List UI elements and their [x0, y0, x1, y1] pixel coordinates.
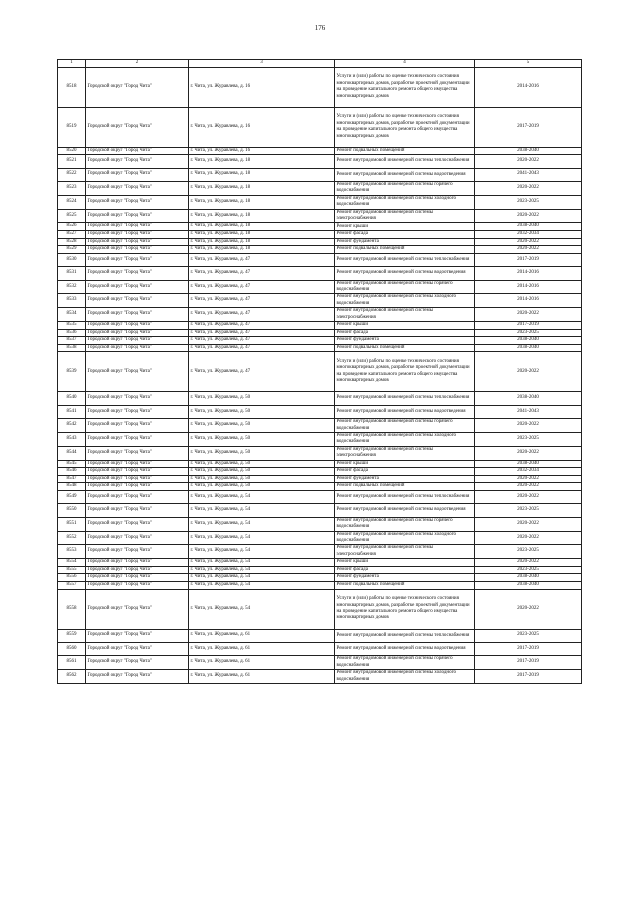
work-type-cell: Ремонт внутридомовой инженерной системы теплоснабжения — [335, 490, 475, 503]
row-number-cell: 8544 — [58, 446, 86, 460]
municipality-cell: Городской округ "Город Чита" — [86, 517, 189, 531]
municipality-cell: Городской округ "Город Чита" — [86, 209, 189, 223]
work-type-cell: Ремонт внутридомовой инженерной системы теплоснабжения — [335, 629, 475, 642]
address-cell: г. Чита, ул. Журавлева, д. 61 — [189, 629, 335, 642]
work-type-cell: Ремонт внутридомовой инженерной системы холодного водоснабжения — [335, 195, 475, 209]
address-cell: г. Чита, ул. Журавлева, д. 47 — [189, 337, 335, 345]
work-type-cell: Ремонт внутридомовой инженерной системы холодного водоснабжения — [335, 432, 475, 446]
column-header: 4 — [335, 60, 475, 68]
table-row — [58, 504, 582, 517]
row-number-cell: 8541 — [58, 405, 86, 418]
address-cell: г. Чита, ул. Журавлева, д. 50 — [189, 483, 335, 491]
municipality-cell: Городской округ "Город Чита" — [86, 483, 189, 491]
table-row — [58, 107, 582, 147]
municipality-cell: Городской округ "Город Чита" — [86, 67, 189, 107]
address-cell: г. Чита, ул. Журавлева, д. 47 — [189, 322, 335, 330]
address-cell: г. Чита, ул. Журавлева, д. 18 — [189, 195, 335, 209]
row-number-cell: 8561 — [58, 656, 86, 670]
address-cell: г. Чита, ул. Журавлева, д. 47 — [189, 344, 335, 352]
period-cell: 2023-2025 — [475, 432, 582, 446]
work-type-cell: Ремонт внутридомовой инженерной системы горячего водоснабжения — [335, 280, 475, 294]
table-row — [58, 168, 582, 181]
work-type-cell: Ремонт внутридомовой инженерной системы горячего водоснабжения — [335, 656, 475, 670]
period-cell: 2038-2040 — [475, 460, 582, 468]
period-cell: 2014-2016 — [475, 267, 582, 280]
work-type-cell: Услуги и (или) работы по оценке технического состояния многоквартирных домов, разработке проектной документации на проведение капитального ремонта общего имущества многоквартирных домов — [335, 67, 475, 107]
municipality-cell: Городской округ "Город Чита" — [86, 460, 189, 468]
address-cell: г. Чита, ул. Журавлева, д. 16 — [189, 67, 335, 107]
row-number-cell: 8538 — [58, 344, 86, 352]
municipality-cell: Городской округ "Город Чита" — [86, 223, 189, 231]
row-number-cell: 8528 — [58, 238, 86, 246]
municipality-cell: Городской округ "Город Чита" — [86, 147, 189, 155]
municipality-cell: Городской округ "Город Чита" — [86, 322, 189, 330]
row-number-cell: 8552 — [58, 531, 86, 545]
column-header: 5 — [475, 60, 582, 68]
municipality-cell: Городской округ "Город Чита" — [86, 392, 189, 405]
work-type-cell: Ремонт внутридомовой инженерной системы теплоснабжения — [335, 253, 475, 266]
work-type-cell: Ремонт крыши — [335, 559, 475, 567]
address-cell: г. Чита, ул. Журавлева, д. 50 — [189, 468, 335, 476]
period-cell: 2023-2025 — [475, 195, 582, 209]
row-number-cell: 8521 — [58, 155, 86, 168]
table-body — [58, 67, 582, 683]
work-type-cell: Ремонт внутридомовой инженерной системы водоотведения — [335, 405, 475, 418]
period-cell: 2017-2019 — [475, 656, 582, 670]
address-cell: г. Чита, ул. Журавлева, д. 54 — [189, 574, 335, 582]
municipality-cell: Городской округ "Город Чита" — [86, 531, 189, 545]
municipality-cell: Городской округ "Город Чита" — [86, 246, 189, 254]
municipality-cell: Городской округ "Город Чита" — [86, 181, 189, 195]
table-row — [58, 147, 582, 155]
period-cell: 2038-2040 — [475, 337, 582, 345]
period-cell: 2020-2022 — [475, 475, 582, 483]
period-cell: 2020-2022 — [475, 238, 582, 246]
row-number-cell: 8537 — [58, 337, 86, 345]
work-type-cell: Ремонт внутридомовой инженерной системы электроснабжения — [335, 446, 475, 460]
row-number-cell: 8518 — [58, 67, 86, 107]
work-type-cell: Ремонт внутридомовой инженерной системы водоотведения — [335, 504, 475, 517]
table-row — [58, 181, 582, 195]
work-type-cell: Ремонт фасада — [335, 468, 475, 476]
address-cell: г. Чита, ул. Журавлева, д. 50 — [189, 419, 335, 433]
municipality-cell: Городской округ "Город Чита" — [86, 267, 189, 280]
work-type-cell: Ремонт фундамента — [335, 574, 475, 582]
row-number-cell: 8540 — [58, 392, 86, 405]
work-type-cell: Услуги и (или) работы по оценке технического состояния многоквартирных домов, разработке проектной документации на проведение капитального ремонта общего имущества многоквартирных домов — [335, 107, 475, 147]
table-row — [58, 656, 582, 670]
period-cell: 2020-2022 — [475, 181, 582, 195]
row-number-cell: 8534 — [58, 308, 86, 322]
municipality-cell: Городской округ "Город Чита" — [86, 475, 189, 483]
municipality-cell: Городской округ "Город Чита" — [86, 574, 189, 582]
municipality-cell: Городской округ "Город Чита" — [86, 253, 189, 266]
table-row — [58, 405, 582, 418]
table-row — [58, 468, 582, 476]
period-cell: 2038-2040 — [475, 223, 582, 231]
table-row — [58, 209, 582, 223]
work-type-cell: Ремонт фундамента — [335, 337, 475, 345]
row-number-cell: 8560 — [58, 642, 86, 655]
municipality-cell: Городской округ "Город Чита" — [86, 308, 189, 322]
table-row — [58, 460, 582, 468]
table-row — [58, 392, 582, 405]
row-number-cell: 8533 — [58, 294, 86, 308]
address-cell: г. Чита, ул. Журавлева, д. 47 — [189, 280, 335, 294]
row-number-cell: 8549 — [58, 490, 86, 503]
work-type-cell: Ремонт внутридомовой инженерной системы холодного водоснабжения — [335, 670, 475, 684]
row-number-cell: 8548 — [58, 483, 86, 491]
work-type-cell: Ремонт внутридомовой инженерной системы теплоснабжения — [335, 155, 475, 168]
work-type-cell: Ремонт подвальных помещений — [335, 344, 475, 352]
address-cell: г. Чита, ул. Журавлева, д. 47 — [189, 267, 335, 280]
table-row — [58, 223, 582, 231]
period-cell: 2020-2022 — [475, 352, 582, 392]
address-cell: г. Чита, ул. Журавлева, д. 54 — [189, 490, 335, 503]
table-row — [58, 195, 582, 209]
table-row — [58, 267, 582, 280]
municipality-cell: Городской округ "Город Чита" — [86, 670, 189, 684]
table-row — [58, 329, 582, 337]
table-row — [58, 490, 582, 503]
work-type-cell: Ремонт фундамента — [335, 475, 475, 483]
period-cell: 2020-2022 — [475, 490, 582, 503]
table-row — [58, 344, 582, 352]
table-row — [58, 531, 582, 545]
table-row — [58, 574, 582, 582]
row-number-cell: 8551 — [58, 517, 86, 531]
period-cell: 2023-2025 — [475, 629, 582, 642]
period-cell: 2041-2043 — [475, 168, 582, 181]
municipality-cell: Городской округ "Город Чита" — [86, 629, 189, 642]
work-type-cell: Ремонт внутридомовой инженерной системы горячего водоснабжения — [335, 517, 475, 531]
address-cell: г. Чита, ул. Журавлева, д. 47 — [189, 294, 335, 308]
municipality-cell: Городской округ "Город Чита" — [86, 107, 189, 147]
address-cell: г. Чита, ул. Журавлева, д. 16 — [189, 107, 335, 147]
row-number-cell: 8519 — [58, 107, 86, 147]
period-cell: 2020-2022 — [475, 155, 582, 168]
address-cell: г. Чита, ул. Журавлева, д. 50 — [189, 432, 335, 446]
row-number-cell: 8556 — [58, 574, 86, 582]
period-cell: 2032-2034 — [475, 231, 582, 239]
period-cell: 2017-2019 — [475, 670, 582, 684]
table-row — [58, 642, 582, 655]
address-cell: г. Чита, ул. Журавлева, д. 54 — [189, 566, 335, 574]
row-number-cell: 8531 — [58, 267, 86, 280]
row-number-cell: 8522 — [58, 168, 86, 181]
municipality-cell: Городской округ "Город Чита" — [86, 155, 189, 168]
municipality-cell: Городской округ "Город Чита" — [86, 344, 189, 352]
address-cell: г. Чита, ул. Журавлева, д. 54 — [189, 545, 335, 559]
table-row — [58, 155, 582, 168]
municipality-cell: Городской округ "Город Чита" — [86, 238, 189, 246]
table-row — [58, 566, 582, 574]
period-cell: 2020-2022 — [475, 531, 582, 545]
row-number-cell: 8557 — [58, 581, 86, 589]
municipality-cell: Городской округ "Город Чита" — [86, 446, 189, 460]
municipality-cell: Городской округ "Город Чита" — [86, 231, 189, 239]
work-type-cell: Ремонт фасада — [335, 566, 475, 574]
period-cell: 2020-2022 — [475, 446, 582, 460]
period-cell: 2020-2022 — [475, 246, 582, 254]
municipality-cell: Городской округ "Город Чита" — [86, 642, 189, 655]
address-cell: г. Чита, ул. Журавлева, д. 61 — [189, 670, 335, 684]
work-type-cell: Ремонт крыши — [335, 223, 475, 231]
municipality-cell: Городской округ "Город Чита" — [86, 559, 189, 567]
municipality-cell: Городской округ "Город Чита" — [86, 294, 189, 308]
address-cell: г. Чита, ул. Журавлева, д. 18 — [189, 231, 335, 239]
table-header-row — [58, 60, 582, 68]
table-row — [58, 253, 582, 266]
row-number-cell: 8554 — [58, 559, 86, 567]
row-number-cell: 8529 — [58, 246, 86, 254]
row-number-cell: 8526 — [58, 223, 86, 231]
period-cell: 2023-2025 — [475, 504, 582, 517]
repair-schedule-table — [57, 59, 582, 684]
row-number-cell: 8559 — [58, 629, 86, 642]
period-cell: 2020-2022 — [475, 209, 582, 223]
table-row — [58, 483, 582, 491]
period-cell: 2017-2019 — [475, 253, 582, 266]
work-type-cell: Ремонт внутридомовой инженерной системы холодного водоснабжения — [335, 294, 475, 308]
work-type-cell: Ремонт внутридомовой инженерной системы горячего водоснабжения — [335, 419, 475, 433]
municipality-cell: Городской округ "Город Чита" — [86, 352, 189, 392]
address-cell: г. Чита, ул. Журавлева, д. 18 — [189, 246, 335, 254]
address-cell: г. Чита, ул. Журавлева, д. 18 — [189, 155, 335, 168]
row-number-cell: 8543 — [58, 432, 86, 446]
address-cell: г. Чита, ул. Журавлева, д. 50 — [189, 446, 335, 460]
address-cell: г. Чита, ул. Журавлева, д. 50 — [189, 392, 335, 405]
table-row — [58, 280, 582, 294]
work-type-cell: Услуги и (или) работы по оценке технического состояния многоквартирных домов, разработке проектной документации на проведение капитального ремонта общего имущества многоквартирных домов — [335, 352, 475, 392]
address-cell: г. Чита, ул. Журавлева, д. 18 — [189, 181, 335, 195]
period-cell: 2020-2022 — [475, 589, 582, 629]
period-cell: 2038-2040 — [475, 344, 582, 352]
address-cell: г. Чита, ул. Журавлева, д. 47 — [189, 308, 335, 322]
address-cell: г. Чита, ул. Журавлева, д. 18 — [189, 238, 335, 246]
period-cell: 2017-2019 — [475, 322, 582, 330]
row-number-cell: 8546 — [58, 468, 86, 476]
table-row — [58, 670, 582, 684]
period-cell: 2020-2022 — [475, 308, 582, 322]
work-type-cell: Ремонт крыши — [335, 322, 475, 330]
work-type-cell: Услуги и (или) работы по оценке технического состояния многоквартирных домов, разработке проектной документации на проведение капитального ремонта общего имущества многоквартирных домов — [335, 589, 475, 629]
table-row — [58, 629, 582, 642]
address-cell: г. Чита, ул. Журавлева, д. 54 — [189, 517, 335, 531]
work-type-cell: Ремонт внутридомовой инженерной системы электроснабжения — [335, 209, 475, 223]
table-row — [58, 67, 582, 107]
row-number-cell: 8520 — [58, 147, 86, 155]
municipality-cell: Городской округ "Город Чита" — [86, 280, 189, 294]
table-row — [58, 581, 582, 589]
table-row — [58, 231, 582, 239]
address-cell: г. Чита, ул. Журавлева, д. 18 — [189, 168, 335, 181]
work-type-cell: Ремонт внутридомовой инженерной системы электроснабжения — [335, 308, 475, 322]
table-row — [58, 419, 582, 433]
period-cell: 2014-2016 — [475, 67, 582, 107]
municipality-cell: Городской округ "Город Чита" — [86, 581, 189, 589]
period-cell: 2023-2025 — [475, 545, 582, 559]
table-row — [58, 559, 582, 567]
period-cell: 2041-2043 — [475, 405, 582, 418]
period-cell: 2020-2022 — [475, 559, 582, 567]
municipality-cell: Городской округ "Город Чита" — [86, 545, 189, 559]
municipality-cell: Городской округ "Город Чита" — [86, 504, 189, 517]
period-cell: 2014-2016 — [475, 280, 582, 294]
period-cell: 2014-2016 — [475, 294, 582, 308]
work-type-cell: Ремонт внутридомовой инженерной системы теплоснабжения — [335, 392, 475, 405]
table-row — [58, 545, 582, 559]
row-number-cell: 8547 — [58, 475, 86, 483]
row-number-cell: 8553 — [58, 545, 86, 559]
work-type-cell: Ремонт внутридомовой инженерной системы водоотведения — [335, 168, 475, 181]
work-type-cell: Ремонт внутридомовой инженерной системы холодного водоснабжения — [335, 531, 475, 545]
table-row — [58, 337, 582, 345]
municipality-cell: Городской округ "Город Чита" — [86, 490, 189, 503]
work-type-cell: Ремонт внутридомовой инженерной системы водоотведения — [335, 267, 475, 280]
row-number-cell: 8530 — [58, 253, 86, 266]
row-number-cell: 8523 — [58, 181, 86, 195]
table-row — [58, 246, 582, 254]
address-cell: г. Чита, ул. Журавлева, д. 18 — [189, 223, 335, 231]
row-number-cell: 8542 — [58, 419, 86, 433]
municipality-cell: Городской округ "Город Чита" — [86, 468, 189, 476]
period-cell: 2017-2019 — [475, 642, 582, 655]
work-type-cell: Ремонт фасада — [335, 231, 475, 239]
address-cell: г. Чита, ул. Журавлева, д. 54 — [189, 559, 335, 567]
address-cell: г. Чита, ул. Журавлева, д. 54 — [189, 581, 335, 589]
period-cell: 2017-2019 — [475, 107, 582, 147]
work-type-cell: Ремонт внутридомовой инженерной системы водоотведения — [335, 642, 475, 655]
row-number-cell: 8535 — [58, 322, 86, 330]
period-cell: 2023-2025 — [475, 329, 582, 337]
column-header: 3 — [189, 60, 335, 68]
municipality-cell: Городской округ "Город Чита" — [86, 329, 189, 337]
row-number-cell: 8525 — [58, 209, 86, 223]
row-number-cell: 8545 — [58, 460, 86, 468]
municipality-cell: Городской округ "Город Чита" — [86, 168, 189, 181]
table-row — [58, 475, 582, 483]
address-cell: г. Чита, ул. Журавлева, д. 50 — [189, 475, 335, 483]
row-number-cell: 8539 — [58, 352, 86, 392]
address-cell: г. Чита, ул. Журавлева, д. 54 — [189, 589, 335, 629]
municipality-cell: Городской округ "Город Чита" — [86, 419, 189, 433]
municipality-cell: Городской округ "Город Чита" — [86, 405, 189, 418]
period-cell: 2038-2040 — [475, 574, 582, 582]
period-cell: 2038-2040 — [475, 392, 582, 405]
address-cell: г. Чита, ул. Журавлева, д. 61 — [189, 656, 335, 670]
work-type-cell: Ремонт фундамента — [335, 238, 475, 246]
address-cell: г. Чита, ул. Журавлева, д. 16 — [189, 147, 335, 155]
work-type-cell: Ремонт подвальных помещений — [335, 246, 475, 254]
address-cell: г. Чита, ул. Журавлева, д. 54 — [189, 531, 335, 545]
page-number: 176 — [314, 24, 326, 32]
table-row — [58, 238, 582, 246]
column-header: 2 — [86, 60, 189, 68]
address-cell: г. Чита, ул. Журавлева, д. 50 — [189, 460, 335, 468]
row-number-cell: 8524 — [58, 195, 86, 209]
table-row — [58, 517, 582, 531]
row-number-cell: 8562 — [58, 670, 86, 684]
table-row — [58, 589, 582, 629]
address-cell: г. Чита, ул. Журавлева, д. 18 — [189, 209, 335, 223]
period-cell: 2032-2034 — [475, 468, 582, 476]
table-row — [58, 308, 582, 322]
work-type-cell: Ремонт подвальных помещений — [335, 581, 475, 589]
period-cell: 2020-2022 — [475, 419, 582, 433]
table-row — [58, 446, 582, 460]
address-cell: г. Чита, ул. Журавлева, д. 47 — [189, 329, 335, 337]
table-row — [58, 322, 582, 330]
address-cell: г. Чита, ул. Журавлева, д. 47 — [189, 253, 335, 266]
table-row — [58, 294, 582, 308]
work-type-cell: Ремонт подвальных помещений — [335, 483, 475, 491]
work-type-cell: Ремонт фасада — [335, 329, 475, 337]
row-number-cell: 8536 — [58, 329, 86, 337]
period-cell: 2020-2022 — [475, 483, 582, 491]
work-type-cell: Ремонт внутридомовой инженерной системы электроснабжения — [335, 545, 475, 559]
column-header: 1 — [58, 60, 86, 68]
table-row — [58, 432, 582, 446]
municipality-cell: Городской округ "Город Чита" — [86, 195, 189, 209]
table-row — [58, 352, 582, 392]
row-number-cell: 8532 — [58, 280, 86, 294]
work-type-cell: Ремонт крыши — [335, 460, 475, 468]
municipality-cell: Городской округ "Город Чита" — [86, 656, 189, 670]
row-number-cell: 8550 — [58, 504, 86, 517]
address-cell: г. Чита, ул. Журавлева, д. 50 — [189, 405, 335, 418]
period-cell: 2038-2040 — [475, 581, 582, 589]
municipality-cell: Городской округ "Город Чита" — [86, 566, 189, 574]
municipality-cell: Городской округ "Город Чита" — [86, 589, 189, 629]
period-cell: 2020-2022 — [475, 517, 582, 531]
period-cell: 2038-2040 — [475, 147, 582, 155]
period-cell: 2023-2025 — [475, 566, 582, 574]
row-number-cell: 8527 — [58, 231, 86, 239]
work-type-cell: Ремонт внутридомовой инженерной системы горячего водоснабжения — [335, 181, 475, 195]
row-number-cell: 8558 — [58, 589, 86, 629]
address-cell: г. Чита, ул. Журавлева, д. 61 — [189, 642, 335, 655]
municipality-cell: Городской округ "Город Чита" — [86, 337, 189, 345]
address-cell: г. Чита, ул. Журавлева, д. 47 — [189, 352, 335, 392]
row-number-cell: 8555 — [58, 566, 86, 574]
work-type-cell: Ремонт подвальных помещений — [335, 147, 475, 155]
municipality-cell: Городской округ "Город Чита" — [86, 432, 189, 446]
address-cell: г. Чита, ул. Журавлева, д. 54 — [189, 504, 335, 517]
